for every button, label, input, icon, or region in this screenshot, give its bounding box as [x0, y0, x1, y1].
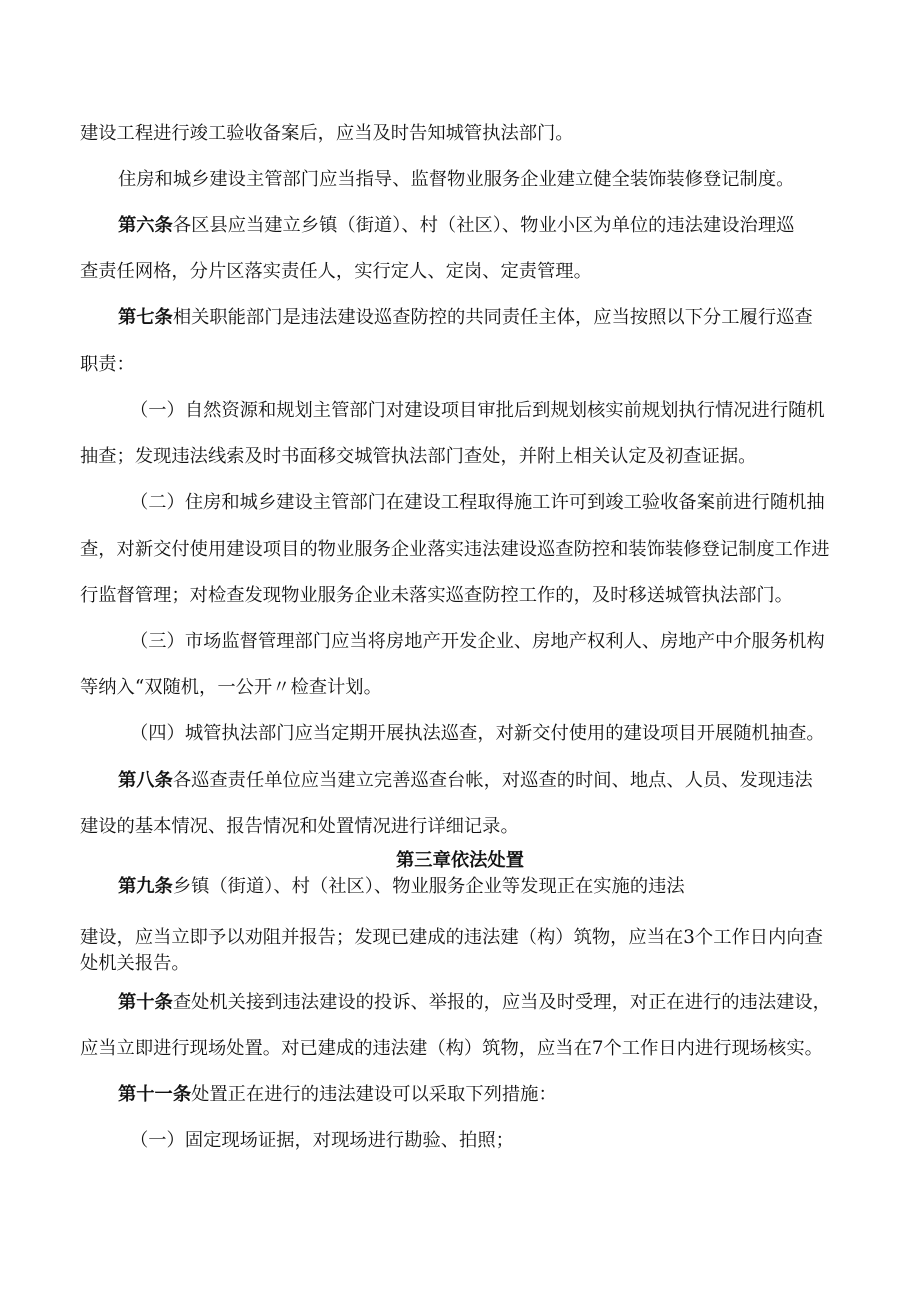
paragraph-line: 抽查；发现违法线索及时书面移交城管执法部门查处，并附上相关认定及初查证据。: [80, 446, 757, 467]
paragraph-line: （三）市场监督管理部门应当将房地产开发企业、房地产权利人、房地产中介服务机构: [130, 631, 825, 652]
paragraph-line: 查，对新交付使用建设项目的物业服务企业落实违法建设巡查防控和装饰装修登记制度工作进: [80, 539, 830, 560]
paragraph-line: 住房和城乡建设主管部门应当指导、监督物业服务企业建立健全装饰装修登记制度。: [118, 169, 795, 190]
paragraph-line: 处机关报告。: [80, 953, 190, 974]
article-9: [0, 874, 920, 900]
article-6: [0, 213, 920, 239]
article-11: [0, 1082, 920, 1108]
paragraph-line: （一）自然资源和规划主管部门对建设项目审批后到规划核实前规划执行情况进行随机: [130, 400, 825, 421]
paragraph-line: 职责：: [80, 354, 135, 375]
paragraph-line: 建设工程进行竣工验收备案后，应当及时告知城管执法部门。: [80, 123, 574, 144]
article-label: 第七条: [118, 307, 173, 328]
paragraph-line: 建设的基本情况、报告情况和处置情况进行详细记录。: [80, 816, 519, 837]
article-label: 第八条: [118, 770, 173, 791]
article-label: 第十一条: [118, 1084, 192, 1105]
paragraph-line: 查责任网格，分片区落实责任人，实行定人、定岗、定责管理。: [80, 261, 592, 282]
article-text: 乡镇（街道）、村（社区）、物业服务企业等发现正在实施的违法: [172, 876, 685, 897]
paragraph-line: 应当立即进行现场处置。对已建成的违法建（构）筑物，应当在7个工作日内进行现场核实。: [80, 1038, 823, 1059]
article-label: 第九条: [118, 876, 173, 897]
article-10: [0, 990, 920, 1016]
article-text: 处置正在进行的违法建设可以采取下列措施：: [191, 1084, 557, 1105]
article-text: 查处机关接到违法建设的投诉、举报的，应当及时受理，对正在进行的违法建设，: [172, 992, 831, 1013]
paragraph-line: （一）固定现场证据，对现场进行勘验、拍照；: [130, 1130, 514, 1151]
paragraph-line: （二）住房和城乡建设主管部门在建设工程取得施工许可到竣工验收备案前进行随机抽: [130, 492, 825, 513]
article-8: [0, 768, 920, 794]
paragraph-line: 建设，应当立即予以劝阻并报告；发现已建成的违法建（构）筑物，应当在3个工作日内向查: [80, 927, 823, 948]
paragraph-line: （四）城管执法部门应当定期开展执法巡查，对新交付使用的建设项目开展随机抽查。: [130, 723, 825, 744]
article-label: 第六条: [118, 215, 173, 236]
article-text: 相关职能部门是违法建设巡查防控的共同责任主体，应当按照以下分工履行巡查: [172, 307, 813, 328]
article-text: 各巡查责任单位应当建立完善巡查台帐，对巡查的时间、地点、人员、发现违法: [172, 770, 813, 791]
article-text: 各区县应当建立乡镇（街道）、村（社区）、物业小区为单位的违法建设治理巡: [172, 215, 795, 236]
article-label: 第十条: [118, 992, 173, 1013]
paragraph-line: 等纳入“双随机，一公开〃检查计划。: [80, 677, 382, 698]
chapter-heading: 第三章依法处置: [396, 850, 524, 871]
article-7: [0, 305, 920, 331]
paragraph-line: 行监督管理；对检查发现物业服务企业未落实巡查防控工作的，及时移送城管执法部门。: [80, 585, 793, 606]
